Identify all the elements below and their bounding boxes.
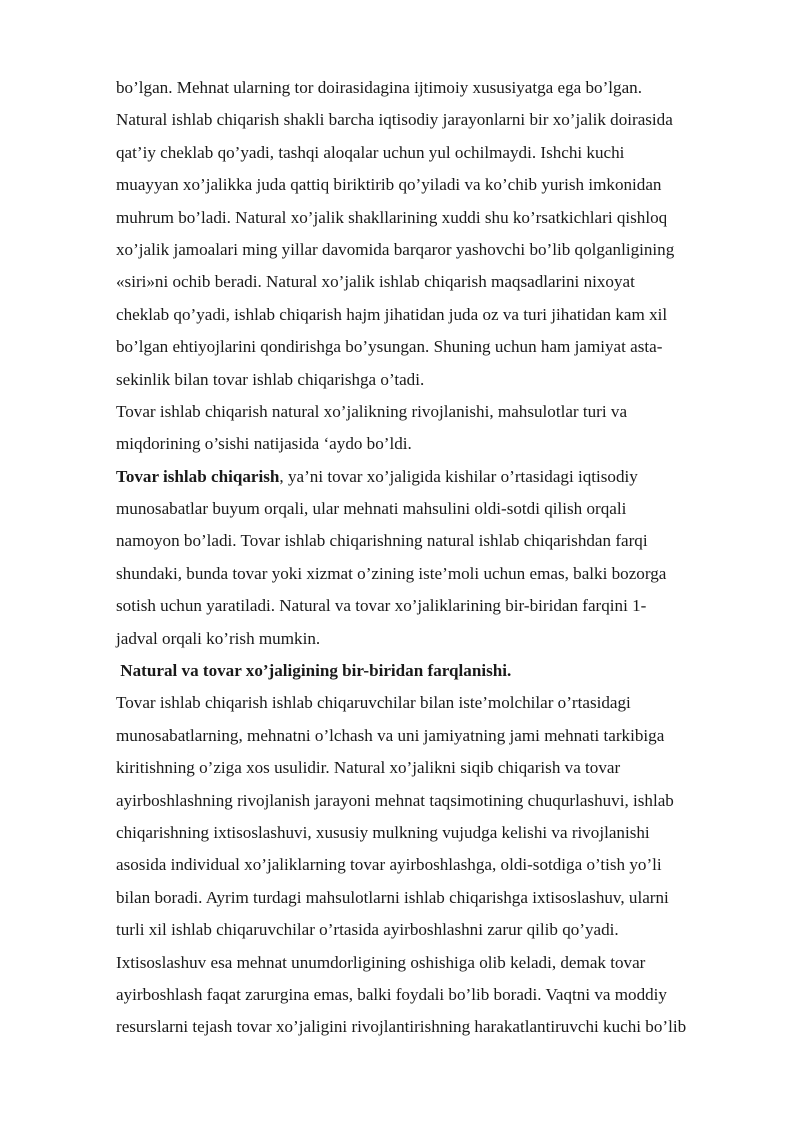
text-line: sekinlik bilan tovar ishlab chiqarishga o’tadi. xyxy=(116,369,425,389)
term-bold: Tovar ishlab chiqarish xyxy=(116,466,280,486)
text-line: bilan boradi. Ayrim turdagi mahsulotlarni ishlab chiqarishga ixtisoslashuv, ularni xyxy=(116,887,669,907)
text-line: turli xil ishlab chiqaruvchilar o’rtasida ayirboshlashni zarur qilib qo’yadi. xyxy=(116,920,619,940)
text-line: muhrum bo’ladi. Natural xo’jalik shakllarining xuddi shu ko’rsatkichlari qishloq xyxy=(116,207,668,227)
text-line: chiqarishning ixtisoslashuvi, xususiy mulkning vujudga kelishi va rivojlanishi xyxy=(116,822,650,842)
text-line: shundaki, bunda tovar yoki xizmat o’zining iste’moli uchun emas, balki bozorga xyxy=(116,563,667,583)
text-line: Natural ishlab chiqarish shakli barcha iqtisodiy jarayonlarni bir xo’jalik doirasida xyxy=(116,110,673,130)
text-line: asosida individual xo’jaliklarning tovar ayirboshlashga, oldi-sotdiga o’tish yo’li xyxy=(116,855,662,875)
text-line: «siri»ni ochib beradi. Natural xo’jalik ishlab chiqarish maqsadlarini nixoyat xyxy=(116,272,635,292)
text-line: sotish uchun yaratiladi. Natural va tovar xo’jaliklarining bir-biridan farqini 1- xyxy=(116,596,647,616)
text-line: bo’lgan. Mehnat ularning tor doirasidagina ijtimoiy xususiyatga ega bo’lgan. xyxy=(116,78,642,97)
text-line xyxy=(116,461,756,493)
text-line: jadval orqali ko’rish mumkin. xyxy=(116,628,321,648)
text-line: ayirboshlash faqat zarurgina emas, balki foydali bo’lib boradi. Vaqtni va moddiy xyxy=(116,984,667,1004)
section-heading xyxy=(116,655,756,687)
text-line: Tovar ishlab chiqarish natural xo’jalikning rivojlanishi, mahsulotlar turi va xyxy=(116,401,628,421)
text-line: xo’jalik jamoalari ming yillar davomida barqaror yashovchi bo’lib qolganligining xyxy=(116,239,675,259)
text-line: Ixtisoslashuv esa mehnat unumdorligining oshishiga olib keladi, demak tovar xyxy=(116,952,646,972)
text-line: kiritishning o’ziga xos usulidir. Natural xo’jalikni siqib chiqarish va tovar xyxy=(116,758,621,778)
text-line: munosabatlar buyum orqali, ular mehnati mahsulini oldi-sotdi qilish orqali xyxy=(116,499,627,519)
text-line: qat’iy cheklab qo’yadi, tashqi aloqalar uchun yul ochilmaydi. Ishchi kuchi xyxy=(116,142,625,162)
text-line: ayirboshlashning rivojlanish jarayoni mehnat taqsimotining chuqurlashuvi, ishlab xyxy=(116,790,674,810)
term-continuation: , ya’ni tovar xo’jaligida kishilar o’rtasidagi iqtisodiy xyxy=(279,466,638,486)
text-line: bo’lgan ehtiyojlarini qondirishga bo’ysungan. Shuning uchun ham jamiyat asta- xyxy=(116,337,663,357)
paragraph-commodity-origin xyxy=(116,396,756,461)
text-line: cheklab qo’yadi, ishlab chiqarish hajm jihatidan juda oz va turi jihatidan kam xil xyxy=(116,304,668,324)
text-line: Tovar ishlab chiqarish ishlab chiqaruvchilar bilan iste’molchilar o’rtasidagi xyxy=(116,693,631,713)
text-line: namoyon bo’ladi. Tovar ishlab chiqarishning natural ishlab chiqarishdan farqi xyxy=(116,531,648,551)
paragraph-commodity-definition xyxy=(116,461,756,655)
text-line: miqdorining o’sishi natijasida ‘aydo bo’ldi. xyxy=(116,434,412,454)
document-body xyxy=(116,72,756,1044)
paragraph-natural-economy xyxy=(116,72,756,396)
text-line: resurslarni tejash tovar xo’jaligini rivojlantirishning harakatlantiruvchi kuchi bo’lib xyxy=(116,1017,687,1037)
text-line: muayyan xo’jalikka juda qattiq biriktirib qo’yiladi va ko’chib yurish imkonidan xyxy=(116,175,662,195)
heading-text: Natural va tovar xo’jaligining bir-biridan farqlanishi. xyxy=(116,661,512,681)
text-line: munosabatlarning, mehnatni o’lchash va uni jamiyatning jami mehnati tarkibiga xyxy=(116,725,665,745)
paragraph-commodity-production xyxy=(116,687,756,1043)
